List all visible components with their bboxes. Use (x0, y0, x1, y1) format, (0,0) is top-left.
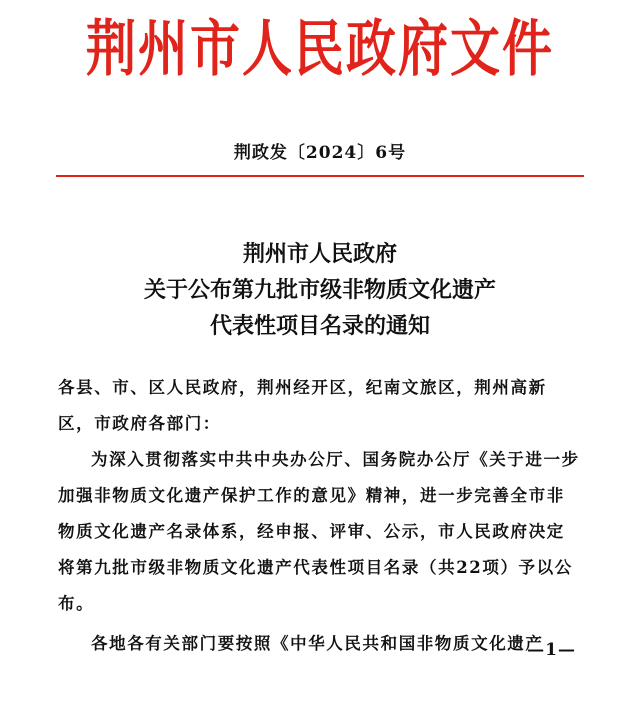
red-divider-line (56, 175, 584, 177)
paragraph-1: 为深入贯彻落实中共中央办公厅、国务院办公厅《关于进一步加强非物质文化遗产保护工作的意见》精神，进一步完善全市非物质文化遗产名录体系，经申报、评审、公示，市人民政府决定将第九批市级非物质文化遗产代表性项目名录（共22项）予以公布。 (58, 450, 580, 613)
title-line-2: 关于公布第九批市级非物质文化遗产 (143, 277, 496, 303)
page-number: —1— (527, 640, 576, 660)
salutation: 各县、市、区人民政府，荆州经开区，纪南文旅区，荆州高新区，市政府各部门： (58, 378, 547, 433)
title-line-3: 代表性项目名录的通知 (209, 313, 430, 339)
paragraph-2: 各地各有关部门要按照《中华人民共和国非物质文化遗产 (91, 634, 544, 653)
notice-title (0, 236, 640, 344)
document-body (58, 370, 582, 662)
title-line-1: 荆州市人民政府 (242, 241, 397, 267)
masthead-title: 荆州市人民政府文件 (86, 13, 554, 85)
document-number: 荆政发〔2024〕6号 (233, 143, 407, 163)
